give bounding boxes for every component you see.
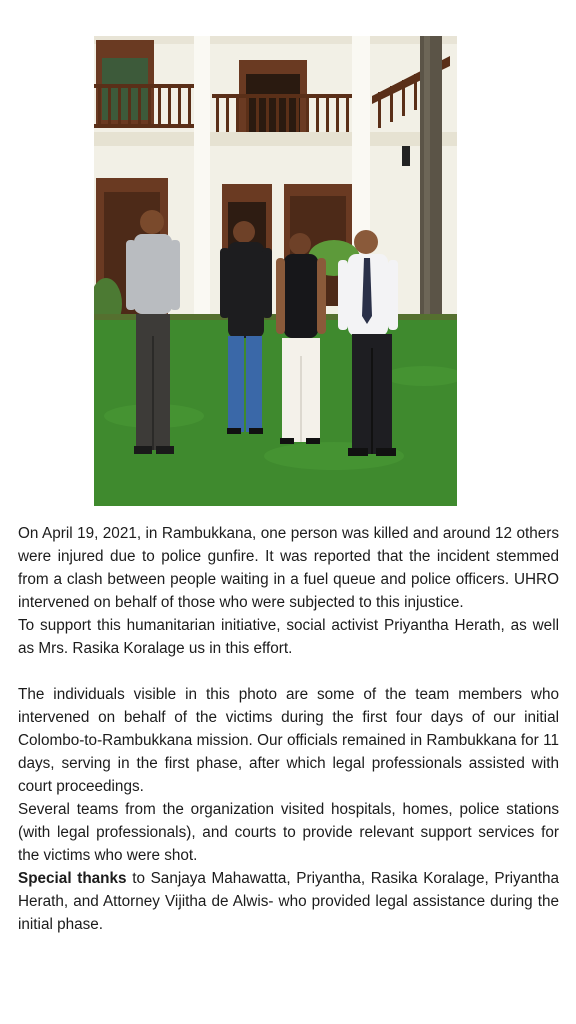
special-thanks-label: Special thanks: [18, 870, 127, 887]
paragraph-team: The individuals visible in this photo are some of the team members who intervened on behalf of the victims during the first four days of our initial Colombo-to-Rambukkana mission. Our officials remained in Rambukkana for 11 days, serving in the first phase, after which legal professionals assisted with court proceedings.: [18, 686, 559, 795]
article-body: [18, 522, 559, 936]
paragraph-services: Several teams from the organization visited hospitals, homes, police stations (with legal professionals), and courts to provide relevant support services for the victims who were shot.: [18, 801, 559, 864]
team-photo: [94, 36, 457, 506]
paragraph-incident: On April 19, 2021, in Rambukkana, one person was killed and around 12 others were injured due to police gunfire. It was reported that the incident stemmed from a clash between people waiting in a fuel queue and police officers. UHRO intervened on behalf of those who were subjected to this injustice.: [18, 525, 559, 611]
paragraph-thanks: [18, 867, 559, 936]
thanks-names: to Sanjaya Mahawatta, Priyantha, Rasika Koralage, Priyantha Herath, and Attorney Vijitha de Alwis- who provided legal assistance during the initial phase.: [18, 870, 559, 933]
paragraph-support: To support this humanitarian initiative, social activist Priyantha Herath, as well as Mrs. Rasika Koralage us in this effort.: [18, 617, 559, 657]
